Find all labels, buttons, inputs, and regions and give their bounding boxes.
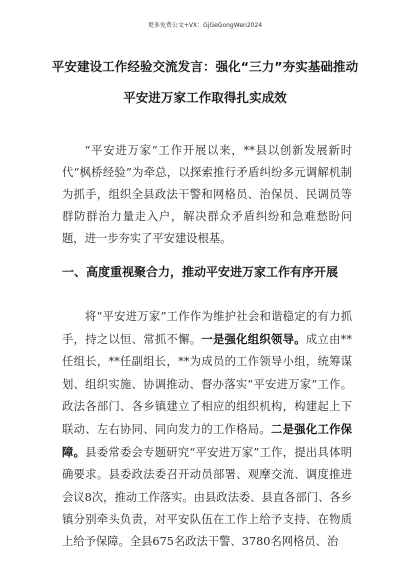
- intro-paragraph: [62, 140, 352, 250]
- section-1-text-a: 将“平安进万家”工作作为维护社会和谐稳定的有力抓手，持之以恒、常抓不懈。: [62, 310, 352, 347]
- point-2-bold-label: 二是强化工作保障。: [62, 422, 352, 460]
- document-title-line-2: 平安进万家工作取得扎实成效: [123, 90, 287, 105]
- section-1-paragraph: [62, 306, 352, 553]
- intro-text: “平安进万家”工作开展以来，**县以创新发展新时代“枫桥经验”为牵总，以探索推行矛盾纠纷多元调解机制为抓手，组织全县政法干警和网格员、治保员、民调员等群防群治力量走入户，解决群众矛盾纠纷和急难愁盼问题，进一步夯实了平安建设根基。: [62, 144, 352, 245]
- section-1-text-c: 县委常委会专题研究“平安进万家”工作，提出具体明确要求。县委政法委召开动员部署、观摩交流、调度推进会议8次，推动工作落实。由县政法委、县直各部门、各乡镇分别牵头负责，对平安队伍在工作上给予支持、在物质上给予保障。全县675名政法干警、3780名网格员、治: [62, 446, 352, 549]
- document-title-line-1: 平安建设工作经验交流发言：强化“三力”夯实基础推动: [51, 59, 359, 74]
- section-1-text-b: 成立由**任组长，**任副组长，**为成员的工作领导小组，统筹谋划、组织实施、协调推动、督办落实“平安进万家”工作。政法各部门、各乡镇建立了相应的组织机构，构建起上下联动、左右协同、同向发力的工作格局。: [62, 333, 352, 437]
- point-1-bold-label: 一是强化组织领导。: [201, 332, 306, 347]
- section-heading-1: 一、高度重视聚合力，推动平安进万家工作有序开展: [62, 265, 339, 279]
- promo-header: 更多免费公文+VX：GjGeGongWen2024: [147, 22, 263, 29]
